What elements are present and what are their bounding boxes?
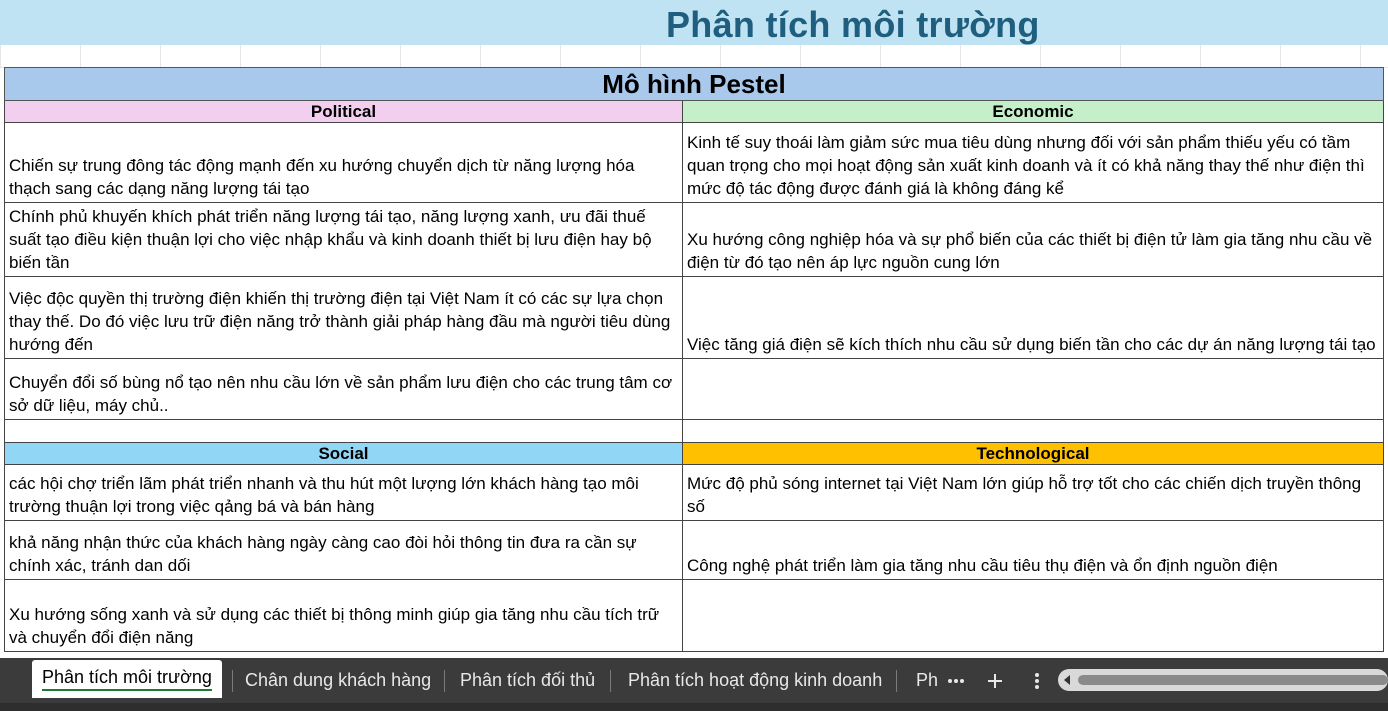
political-cell[interactable]: Chuyển đổi số bùng nổ tạo nên nhu cầu lớn về sản phẩm lưu điện cho các trung tâm cơ sở dữ liệu, máy chủ.. <box>4 359 683 420</box>
scrollbar-thumb[interactable] <box>1078 675 1388 685</box>
scroll-left-icon[interactable] <box>1062 669 1072 691</box>
social-cell[interactable]: Xu hướng sống xanh và sử dụng các thiết bị thông minh giúp gia tăng nhu cầu tích trữ và chuyển đổi điện năng <box>4 580 683 652</box>
tab-label: Phân tích môi trường <box>42 667 212 691</box>
political-cell[interactable]: Chiến sự trung đông tác động mạnh đến xu hướng chuyển dịch từ năng lượng hóa thạch sang các dạng năng lượng tái tạo <box>4 123 683 203</box>
more-icon[interactable] <box>947 658 965 703</box>
economic-cell[interactable]: Xu hướng công nghiệp hóa và sự phổ biến của các thiết bị điện tử làm gia tăng nhu cầu về điện từ đó tạo nên áp lực nguồn cung lớn <box>683 203 1384 277</box>
empty-cell[interactable] <box>4 420 683 443</box>
table-row <box>4 277 1384 359</box>
social-cell[interactable]: khả năng nhận thức của khách hàng ngày càng cao đòi hỏi thông tin đưa ra cần sự chính xác, tránh dan dối <box>4 521 683 580</box>
tab-phan-tich-moi-truong[interactable] <box>32 660 222 698</box>
title-band <box>0 0 1388 45</box>
political-cell[interactable]: Chính phủ khuyến khích phát triển năng lượng tái tạo, năng lượng xanh, ưu đãi thuế suất tạo điều kiện thuận lợi cho việc nhập khẩu và kinh doanh thiết bị lưu điện hay bộ biến tần <box>4 203 683 277</box>
pestel-sheet <box>4 67 1384 652</box>
category-row-2 <box>4 443 1384 465</box>
economic-cell[interactable] <box>683 359 1384 420</box>
category-technological[interactable]: Technological <box>683 443 1384 465</box>
social-cell[interactable]: các hội chợ triển lãm phát triển nhanh và thu hút một lượng lớn khách hàng tạo môi trường thuận lợi trong việc qảng bá và bán hàng <box>4 465 683 521</box>
tab-divider <box>232 670 233 692</box>
tab-divider <box>896 670 897 692</box>
table-row <box>4 521 1384 580</box>
economic-cell[interactable]: Kinh tế suy thoái làm giảm sức mua tiêu dùng nhưng đối với sản phẩm thiếu yếu có tầm quan trọng cho mọi hoạt động sản xuất kinh doanh và ít có khả năng thay thế như điện thì mức độ tác động được đánh giá là không đáng kể <box>683 123 1384 203</box>
pestel-model-title[interactable]: Mô hình Pestel <box>4 67 1384 101</box>
technological-cell[interactable] <box>683 580 1384 652</box>
category-row-1 <box>4 101 1384 123</box>
table-row <box>4 359 1384 420</box>
spacer-row <box>4 420 1384 443</box>
empty-grid-row <box>0 45 1388 68</box>
status-bar <box>0 703 1388 711</box>
political-cell[interactable]: Việc độc quyền thị trường điện khiến thị trường điện tại Việt Nam ít có các sự lựa chọn thay thế. Do đó việc lưu trữ điện năng trở thành giải pháp hàng đầu mà người tiêu dùng hướng đến <box>4 277 683 359</box>
technological-cell[interactable]: Công nghệ phát triển làm gia tăng nhu cầu tiêu thụ điện và ổn định nguồn điện <box>683 521 1384 580</box>
category-economic[interactable]: Economic <box>683 101 1384 123</box>
technological-cell[interactable]: Mức độ phủ sóng internet tại Việt Nam lớn giúp hỗ trợ tốt cho các chiến dịch truyền thông số <box>683 465 1384 521</box>
tab-chan-dung-khach-hang[interactable]: Chân dung khách hàng <box>245 670 432 690</box>
table-row <box>4 203 1384 277</box>
tab-phan-tich-hoat-dong-kinh-doanh[interactable]: Phân tích hoạt động kinh doanh <box>628 670 883 690</box>
add-sheet-icon[interactable] <box>986 658 1004 703</box>
page-title: Phân tích môi trường <box>666 4 1040 45</box>
table-row <box>4 465 1384 521</box>
table-row <box>4 123 1384 203</box>
options-icon[interactable] <box>1034 658 1040 703</box>
tab-phan-tich-doi-thu[interactable]: Phân tích đối thủ <box>460 670 596 690</box>
table-row <box>4 580 1384 652</box>
category-political[interactable]: Political <box>4 101 683 123</box>
economic-cell[interactable]: Việc tăng giá điện sẽ kích thích nhu cầu sử dụng biến tần cho các dự án năng lượng tái tạo <box>683 277 1384 359</box>
tab-divider <box>444 670 445 692</box>
empty-cell[interactable] <box>683 420 1384 443</box>
tab-truncated[interactable]: Ph <box>916 670 939 690</box>
tab-divider <box>610 670 611 692</box>
category-social[interactable]: Social <box>4 443 683 465</box>
